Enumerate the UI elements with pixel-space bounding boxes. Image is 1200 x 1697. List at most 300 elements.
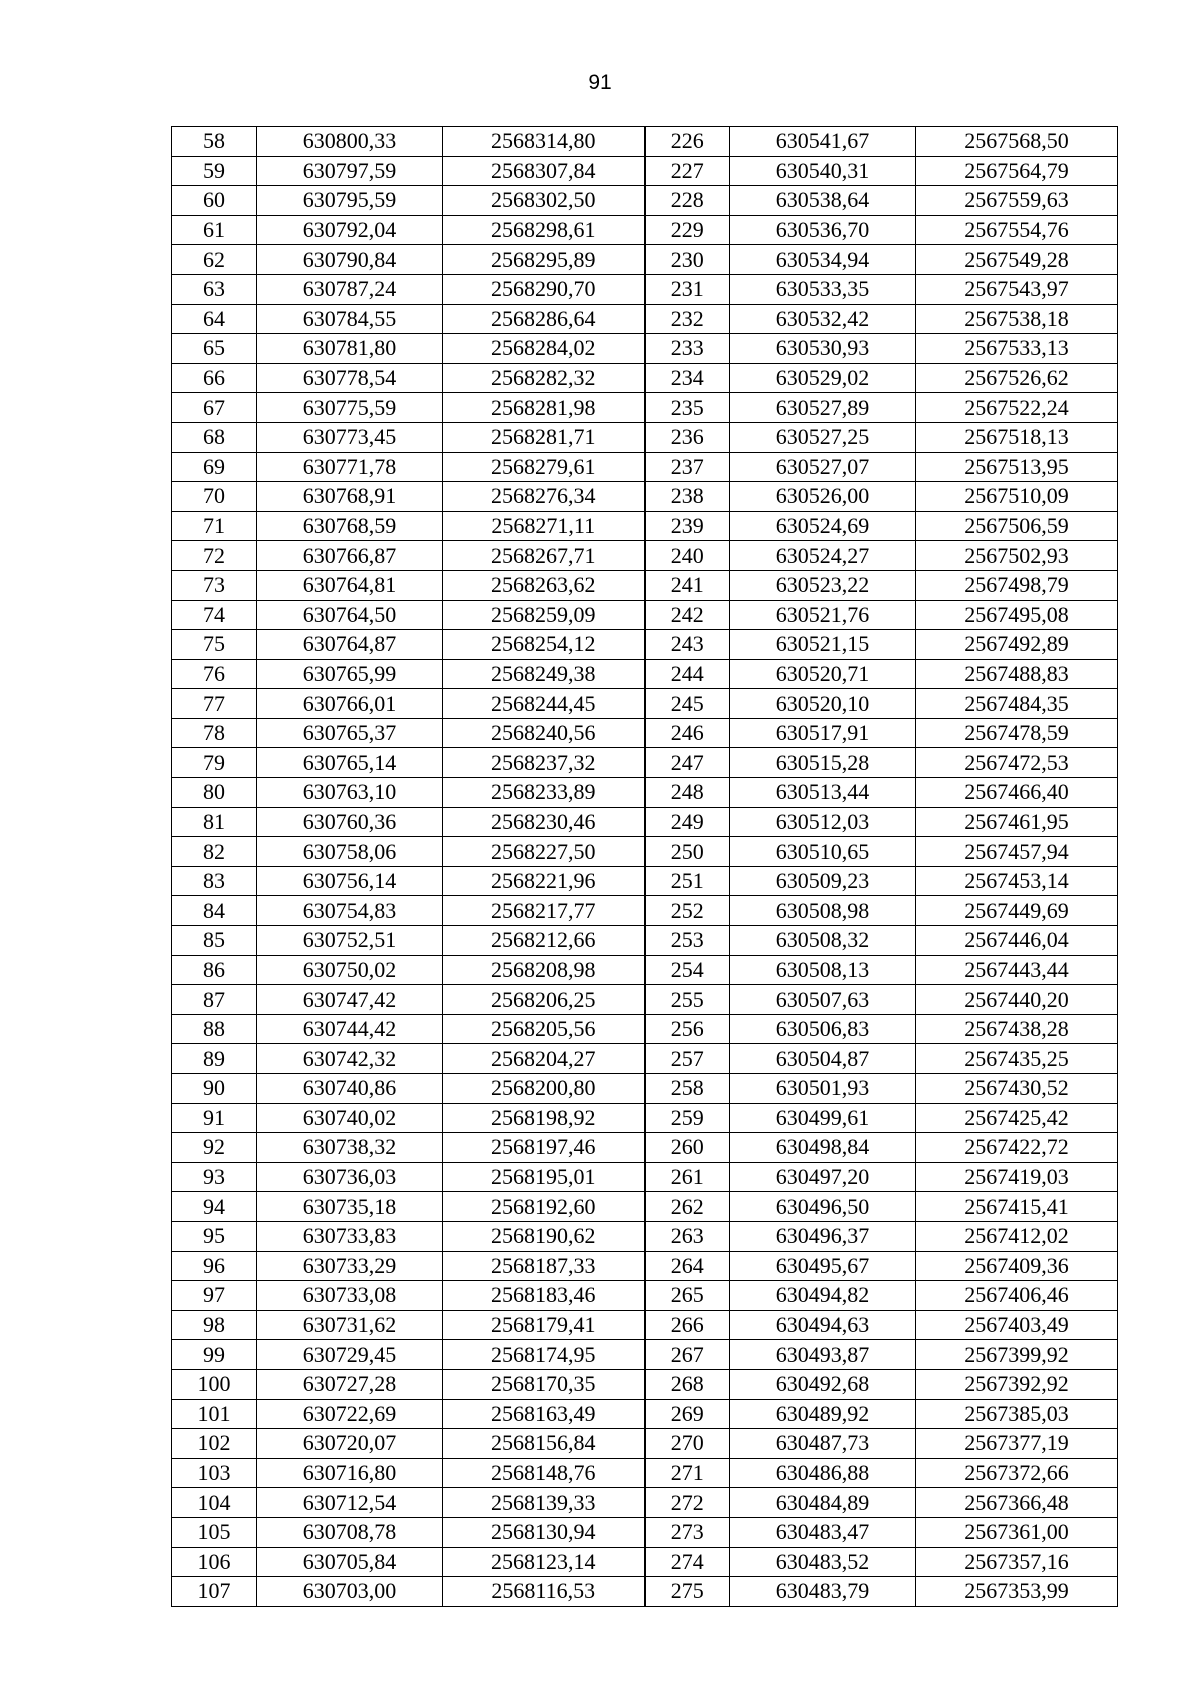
y-coordinate-cell: 2567409,36 [916, 1251, 1118, 1281]
table-row [172, 689, 1118, 719]
y-coordinate-cell: 2568192,60 [443, 1192, 645, 1222]
y-coordinate-cell: 2568244,45 [443, 689, 645, 719]
x-coordinate-cell: 630712,54 [257, 1488, 443, 1518]
y-coordinate-cell: 2568230,46 [443, 807, 645, 837]
table-row [172, 422, 1118, 452]
y-coordinate-cell: 2567461,95 [916, 807, 1118, 837]
table-row [172, 896, 1118, 926]
point-number-cell: 273 [645, 1517, 730, 1547]
y-coordinate-cell: 2568281,98 [443, 393, 645, 423]
y-coordinate-cell: 2567506,59 [916, 511, 1118, 541]
point-number-cell: 91 [172, 1103, 257, 1133]
y-coordinate-cell: 2567449,69 [916, 896, 1118, 926]
point-number-cell: 98 [172, 1310, 257, 1340]
table-row [172, 1103, 1118, 1133]
y-coordinate-cell: 2567484,35 [916, 689, 1118, 719]
x-coordinate-cell: 630752,51 [257, 926, 443, 956]
x-coordinate-cell: 630484,89 [730, 1488, 916, 1518]
y-coordinate-cell: 2567419,03 [916, 1162, 1118, 1192]
point-number-cell: 80 [172, 778, 257, 808]
y-coordinate-cell: 2568221,96 [443, 866, 645, 896]
x-coordinate-cell: 630768,59 [257, 511, 443, 541]
point-number-cell: 275 [645, 1577, 730, 1607]
point-number-cell: 101 [172, 1399, 257, 1429]
coordinates-table [171, 126, 1118, 1607]
point-number-cell: 253 [645, 926, 730, 956]
x-coordinate-cell: 630778,54 [257, 363, 443, 393]
x-coordinate-cell: 630529,02 [730, 363, 916, 393]
x-coordinate-cell: 630510,65 [730, 837, 916, 867]
x-coordinate-cell: 630771,78 [257, 452, 443, 482]
point-number-cell: 100 [172, 1369, 257, 1399]
x-coordinate-cell: 630495,67 [730, 1251, 916, 1281]
x-coordinate-cell: 630483,47 [730, 1517, 916, 1547]
y-coordinate-cell: 2568259,09 [443, 600, 645, 630]
point-number-cell: 59 [172, 156, 257, 186]
x-coordinate-cell: 630740,02 [257, 1103, 443, 1133]
y-coordinate-cell: 2567403,49 [916, 1310, 1118, 1340]
x-coordinate-cell: 630727,28 [257, 1369, 443, 1399]
y-coordinate-cell: 2568163,49 [443, 1399, 645, 1429]
point-number-cell: 250 [645, 837, 730, 867]
y-coordinate-cell: 2567559,63 [916, 186, 1118, 216]
table-row [172, 1074, 1118, 1104]
y-coordinate-cell: 2567372,66 [916, 1458, 1118, 1488]
x-coordinate-cell: 630781,80 [257, 334, 443, 364]
x-coordinate-cell: 630483,52 [730, 1547, 916, 1577]
x-coordinate-cell: 630733,29 [257, 1251, 443, 1281]
table-row [172, 245, 1118, 275]
x-coordinate-cell: 630703,00 [257, 1577, 443, 1607]
y-coordinate-cell: 2568200,80 [443, 1074, 645, 1104]
coordinates-table-body [172, 127, 1118, 1607]
point-number-cell: 97 [172, 1281, 257, 1311]
x-coordinate-cell: 630729,45 [257, 1340, 443, 1370]
x-coordinate-cell: 630747,42 [257, 985, 443, 1015]
y-coordinate-cell: 2567568,50 [916, 127, 1118, 157]
y-coordinate-cell: 2568208,98 [443, 955, 645, 985]
y-coordinate-cell: 2568139,33 [443, 1488, 645, 1518]
y-coordinate-cell: 2568227,50 [443, 837, 645, 867]
point-number-cell: 241 [645, 570, 730, 600]
point-number-cell: 76 [172, 659, 257, 689]
x-coordinate-cell: 630496,37 [730, 1221, 916, 1251]
y-coordinate-cell: 2567435,25 [916, 1044, 1118, 1074]
y-coordinate-cell: 2567478,59 [916, 718, 1118, 748]
y-coordinate-cell: 2568130,94 [443, 1517, 645, 1547]
x-coordinate-cell: 630720,07 [257, 1429, 443, 1459]
table-row [172, 304, 1118, 334]
y-coordinate-cell: 2567361,00 [916, 1517, 1118, 1547]
point-number-cell: 237 [645, 452, 730, 482]
point-number-cell: 227 [645, 156, 730, 186]
x-coordinate-cell: 630742,32 [257, 1044, 443, 1074]
x-coordinate-cell: 630536,70 [730, 215, 916, 245]
table-row [172, 926, 1118, 956]
point-number-cell: 258 [645, 1074, 730, 1104]
point-number-cell: 248 [645, 778, 730, 808]
point-number-cell: 67 [172, 393, 257, 423]
point-number-cell: 70 [172, 482, 257, 512]
table-row [172, 1547, 1118, 1577]
table-row [172, 1369, 1118, 1399]
point-number-cell: 232 [645, 304, 730, 334]
point-number-cell: 239 [645, 511, 730, 541]
y-coordinate-cell: 2568206,25 [443, 985, 645, 1015]
y-coordinate-cell: 2567498,79 [916, 570, 1118, 600]
x-coordinate-cell: 630764,50 [257, 600, 443, 630]
x-coordinate-cell: 630744,42 [257, 1014, 443, 1044]
y-coordinate-cell: 2567492,89 [916, 630, 1118, 660]
x-coordinate-cell: 630533,35 [730, 274, 916, 304]
table-row [172, 1458, 1118, 1488]
point-number-cell: 69 [172, 452, 257, 482]
table-row [172, 127, 1118, 157]
y-coordinate-cell: 2568148,76 [443, 1458, 645, 1488]
x-coordinate-cell: 630765,14 [257, 748, 443, 778]
y-coordinate-cell: 2568267,71 [443, 541, 645, 571]
y-coordinate-cell: 2567430,52 [916, 1074, 1118, 1104]
point-number-cell: 63 [172, 274, 257, 304]
point-number-cell: 95 [172, 1221, 257, 1251]
point-number-cell: 96 [172, 1251, 257, 1281]
x-coordinate-cell: 630498,84 [730, 1133, 916, 1163]
y-coordinate-cell: 2568187,33 [443, 1251, 645, 1281]
point-number-cell: 83 [172, 866, 257, 896]
point-number-cell: 68 [172, 422, 257, 452]
x-coordinate-cell: 630763,10 [257, 778, 443, 808]
x-coordinate-cell: 630532,42 [730, 304, 916, 334]
x-coordinate-cell: 630756,14 [257, 866, 443, 896]
x-coordinate-cell: 630750,02 [257, 955, 443, 985]
point-number-cell: 243 [645, 630, 730, 660]
y-coordinate-cell: 2568174,95 [443, 1340, 645, 1370]
table-row [172, 778, 1118, 808]
x-coordinate-cell: 630524,27 [730, 541, 916, 571]
x-coordinate-cell: 630705,84 [257, 1547, 443, 1577]
x-coordinate-cell: 630768,91 [257, 482, 443, 512]
x-coordinate-cell: 630497,20 [730, 1162, 916, 1192]
y-coordinate-cell: 2568179,41 [443, 1310, 645, 1340]
x-coordinate-cell: 630764,81 [257, 570, 443, 600]
point-number-cell: 240 [645, 541, 730, 571]
point-number-cell: 260 [645, 1133, 730, 1163]
x-coordinate-cell: 630527,07 [730, 452, 916, 482]
x-coordinate-cell: 630534,94 [730, 245, 916, 275]
point-number-cell: 58 [172, 127, 257, 157]
y-coordinate-cell: 2568298,61 [443, 215, 645, 245]
y-coordinate-cell: 2567495,08 [916, 600, 1118, 630]
x-coordinate-cell: 630520,10 [730, 689, 916, 719]
point-number-cell: 104 [172, 1488, 257, 1518]
table-row [172, 1310, 1118, 1340]
point-number-cell: 247 [645, 748, 730, 778]
y-coordinate-cell: 2568302,50 [443, 186, 645, 216]
point-number-cell: 65 [172, 334, 257, 364]
point-number-cell: 268 [645, 1369, 730, 1399]
x-coordinate-cell: 630526,00 [730, 482, 916, 512]
point-number-cell: 230 [645, 245, 730, 275]
y-coordinate-cell: 2567522,24 [916, 393, 1118, 423]
y-coordinate-cell: 2567406,46 [916, 1281, 1118, 1311]
point-number-cell: 92 [172, 1133, 257, 1163]
point-number-cell: 64 [172, 304, 257, 334]
y-coordinate-cell: 2568123,14 [443, 1547, 645, 1577]
table-row [172, 1044, 1118, 1074]
y-coordinate-cell: 2568281,71 [443, 422, 645, 452]
x-coordinate-cell: 630765,37 [257, 718, 443, 748]
y-coordinate-cell: 2568183,46 [443, 1281, 645, 1311]
table-row [172, 186, 1118, 216]
point-number-cell: 265 [645, 1281, 730, 1311]
table-row [172, 570, 1118, 600]
y-coordinate-cell: 2568205,56 [443, 1014, 645, 1044]
point-number-cell: 251 [645, 866, 730, 896]
point-number-cell: 93 [172, 1162, 257, 1192]
y-coordinate-cell: 2568290,70 [443, 274, 645, 304]
y-coordinate-cell: 2568276,34 [443, 482, 645, 512]
point-number-cell: 78 [172, 718, 257, 748]
x-coordinate-cell: 630784,55 [257, 304, 443, 334]
x-coordinate-cell: 630504,87 [730, 1044, 916, 1074]
point-number-cell: 231 [645, 274, 730, 304]
x-coordinate-cell: 630787,24 [257, 274, 443, 304]
y-coordinate-cell: 2567502,93 [916, 541, 1118, 571]
y-coordinate-cell: 2567415,41 [916, 1192, 1118, 1222]
table-row [172, 1488, 1118, 1518]
page-number: 91 [588, 71, 612, 94]
table-row [172, 156, 1118, 186]
table-row [172, 630, 1118, 660]
table-row [172, 718, 1118, 748]
y-coordinate-cell: 2567538,18 [916, 304, 1118, 334]
point-number-cell: 85 [172, 926, 257, 956]
point-number-cell: 87 [172, 985, 257, 1015]
x-coordinate-cell: 630773,45 [257, 422, 443, 452]
point-number-cell: 228 [645, 186, 730, 216]
point-number-cell: 62 [172, 245, 257, 275]
point-number-cell: 99 [172, 1340, 257, 1370]
y-coordinate-cell: 2567533,13 [916, 334, 1118, 364]
y-coordinate-cell: 2567438,28 [916, 1014, 1118, 1044]
y-coordinate-cell: 2567377,19 [916, 1429, 1118, 1459]
table-row [172, 985, 1118, 1015]
table-row [172, 1281, 1118, 1311]
point-number-cell: 269 [645, 1399, 730, 1429]
table-row [172, 274, 1118, 304]
y-coordinate-cell: 2567510,09 [916, 482, 1118, 512]
point-number-cell: 103 [172, 1458, 257, 1488]
x-coordinate-cell: 630513,44 [730, 778, 916, 808]
x-coordinate-cell: 630515,28 [730, 748, 916, 778]
y-coordinate-cell: 2567453,14 [916, 866, 1118, 896]
x-coordinate-cell: 630540,31 [730, 156, 916, 186]
x-coordinate-cell: 630722,69 [257, 1399, 443, 1429]
y-coordinate-cell: 2568190,62 [443, 1221, 645, 1251]
x-coordinate-cell: 630735,18 [257, 1192, 443, 1222]
point-number-cell: 86 [172, 955, 257, 985]
point-number-cell: 84 [172, 896, 257, 926]
x-coordinate-cell: 630499,61 [730, 1103, 916, 1133]
x-coordinate-cell: 630530,93 [730, 334, 916, 364]
table-row [172, 659, 1118, 689]
x-coordinate-cell: 630731,62 [257, 1310, 443, 1340]
y-coordinate-cell: 2567554,76 [916, 215, 1118, 245]
table-row [172, 1014, 1118, 1044]
x-coordinate-cell: 630523,22 [730, 570, 916, 600]
x-coordinate-cell: 630795,59 [257, 186, 443, 216]
point-number-cell: 255 [645, 985, 730, 1015]
y-coordinate-cell: 2567412,02 [916, 1221, 1118, 1251]
y-coordinate-cell: 2568282,32 [443, 363, 645, 393]
x-coordinate-cell: 630766,87 [257, 541, 443, 571]
y-coordinate-cell: 2568249,38 [443, 659, 645, 689]
point-number-cell: 233 [645, 334, 730, 364]
point-number-cell: 105 [172, 1517, 257, 1547]
y-coordinate-cell: 2567564,79 [916, 156, 1118, 186]
point-number-cell: 66 [172, 363, 257, 393]
point-number-cell: 271 [645, 1458, 730, 1488]
y-coordinate-cell: 2567457,94 [916, 837, 1118, 867]
y-coordinate-cell: 2567466,40 [916, 778, 1118, 808]
table-row [172, 1133, 1118, 1163]
y-coordinate-cell: 2568295,89 [443, 245, 645, 275]
y-coordinate-cell: 2567392,92 [916, 1369, 1118, 1399]
point-number-cell: 81 [172, 807, 257, 837]
x-coordinate-cell: 630506,83 [730, 1014, 916, 1044]
x-coordinate-cell: 630489,92 [730, 1399, 916, 1429]
table-row [172, 748, 1118, 778]
x-coordinate-cell: 630507,63 [730, 985, 916, 1015]
x-coordinate-cell: 630508,13 [730, 955, 916, 985]
x-coordinate-cell: 630538,64 [730, 186, 916, 216]
y-coordinate-cell: 2568284,02 [443, 334, 645, 364]
point-number-cell: 238 [645, 482, 730, 512]
y-coordinate-cell: 2567543,97 [916, 274, 1118, 304]
x-coordinate-cell: 630792,04 [257, 215, 443, 245]
y-coordinate-cell: 2568307,84 [443, 156, 645, 186]
point-number-cell: 60 [172, 186, 257, 216]
y-coordinate-cell: 2568204,27 [443, 1044, 645, 1074]
point-number-cell: 102 [172, 1429, 257, 1459]
x-coordinate-cell: 630765,99 [257, 659, 443, 689]
y-coordinate-cell: 2567425,42 [916, 1103, 1118, 1133]
x-coordinate-cell: 630487,73 [730, 1429, 916, 1459]
x-coordinate-cell: 630512,03 [730, 807, 916, 837]
x-coordinate-cell: 630733,08 [257, 1281, 443, 1311]
y-coordinate-cell: 2567366,48 [916, 1488, 1118, 1518]
y-coordinate-cell: 2568195,01 [443, 1162, 645, 1192]
y-coordinate-cell: 2567357,16 [916, 1547, 1118, 1577]
y-coordinate-cell: 2568240,56 [443, 718, 645, 748]
table-row [172, 1192, 1118, 1222]
point-number-cell: 257 [645, 1044, 730, 1074]
point-number-cell: 252 [645, 896, 730, 926]
point-number-cell: 71 [172, 511, 257, 541]
x-coordinate-cell: 630496,50 [730, 1192, 916, 1222]
table-row [172, 1577, 1118, 1607]
point-number-cell: 236 [645, 422, 730, 452]
table-row [172, 1251, 1118, 1281]
point-number-cell: 259 [645, 1103, 730, 1133]
x-coordinate-cell: 630775,59 [257, 393, 443, 423]
y-coordinate-cell: 2568286,64 [443, 304, 645, 334]
y-coordinate-cell: 2567526,62 [916, 363, 1118, 393]
x-coordinate-cell: 630708,78 [257, 1517, 443, 1547]
point-number-cell: 235 [645, 393, 730, 423]
table-row [172, 955, 1118, 985]
point-number-cell: 94 [172, 1192, 257, 1222]
x-coordinate-cell: 630738,32 [257, 1133, 443, 1163]
table-row [172, 1221, 1118, 1251]
x-coordinate-cell: 630521,15 [730, 630, 916, 660]
x-coordinate-cell: 630493,87 [730, 1340, 916, 1370]
table-row [172, 807, 1118, 837]
point-number-cell: 261 [645, 1162, 730, 1192]
table-row [172, 1399, 1118, 1429]
point-number-cell: 229 [645, 215, 730, 245]
y-coordinate-cell: 2567472,53 [916, 748, 1118, 778]
x-coordinate-cell: 630527,89 [730, 393, 916, 423]
point-number-cell: 246 [645, 718, 730, 748]
point-number-cell: 89 [172, 1044, 257, 1074]
x-coordinate-cell: 630508,32 [730, 926, 916, 956]
table-row [172, 393, 1118, 423]
table-row [172, 600, 1118, 630]
y-coordinate-cell: 2568233,89 [443, 778, 645, 808]
point-number-cell: 270 [645, 1429, 730, 1459]
point-number-cell: 79 [172, 748, 257, 778]
point-number-cell: 90 [172, 1074, 257, 1104]
point-number-cell: 272 [645, 1488, 730, 1518]
y-coordinate-cell: 2568217,77 [443, 896, 645, 926]
point-number-cell: 106 [172, 1547, 257, 1577]
point-number-cell: 77 [172, 689, 257, 719]
y-coordinate-cell: 2568156,84 [443, 1429, 645, 1459]
point-number-cell: 266 [645, 1310, 730, 1340]
table-row [172, 363, 1118, 393]
point-number-cell: 274 [645, 1547, 730, 1577]
table-row [172, 1340, 1118, 1370]
point-number-cell: 234 [645, 363, 730, 393]
point-number-cell: 72 [172, 541, 257, 571]
point-number-cell: 61 [172, 215, 257, 245]
point-number-cell: 242 [645, 600, 730, 630]
x-coordinate-cell: 630517,91 [730, 718, 916, 748]
y-coordinate-cell: 2567513,95 [916, 452, 1118, 482]
y-coordinate-cell: 2568198,92 [443, 1103, 645, 1133]
x-coordinate-cell: 630494,63 [730, 1310, 916, 1340]
point-number-cell: 249 [645, 807, 730, 837]
y-coordinate-cell: 2568116,53 [443, 1577, 645, 1607]
y-coordinate-cell: 2568314,80 [443, 127, 645, 157]
x-coordinate-cell: 630758,06 [257, 837, 443, 867]
x-coordinate-cell: 630524,69 [730, 511, 916, 541]
point-number-cell: 75 [172, 630, 257, 660]
y-coordinate-cell: 2568263,62 [443, 570, 645, 600]
table-row [172, 837, 1118, 867]
point-number-cell: 254 [645, 955, 730, 985]
point-number-cell: 82 [172, 837, 257, 867]
x-coordinate-cell: 630541,67 [730, 127, 916, 157]
x-coordinate-cell: 630733,83 [257, 1221, 443, 1251]
table-row [172, 1429, 1118, 1459]
y-coordinate-cell: 2567443,44 [916, 955, 1118, 985]
y-coordinate-cell: 2567385,03 [916, 1399, 1118, 1429]
x-coordinate-cell: 630501,93 [730, 1074, 916, 1104]
table-row [172, 1162, 1118, 1192]
x-coordinate-cell: 630527,25 [730, 422, 916, 452]
